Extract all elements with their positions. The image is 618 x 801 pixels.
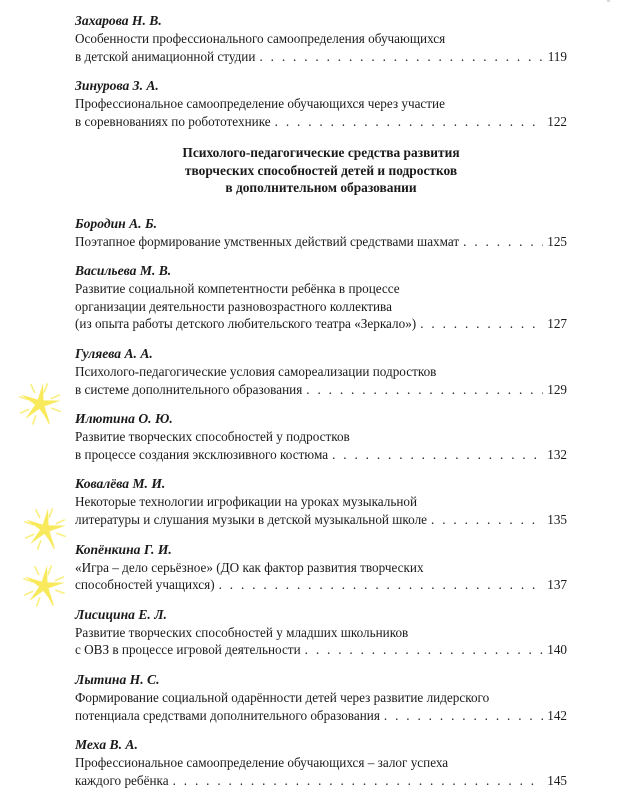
- toc-entry: [75, 606, 567, 659]
- entry-author: Копёнкина Г. И.: [75, 541, 172, 557]
- entry-last-line: [75, 315, 567, 333]
- entry-title-line: Профессиональное самоопределение обучающихся через участие: [75, 96, 445, 112]
- entry-author: Илютина О. Ю.: [75, 411, 173, 427]
- highlight-star-icon: [21, 563, 67, 609]
- entry-last-line: [75, 511, 567, 529]
- page-number: 132: [547, 446, 567, 462]
- toc-bottom-list: [75, 215, 567, 790]
- entry-title-line: (из опыта работы детского любительского театра «Зеркало»): [75, 316, 417, 332]
- page-number: 125: [547, 233, 567, 249]
- entry-title-line: Профессиональное самоопределение обучающихся – залог успеха: [75, 755, 449, 771]
- toc-entry: [75, 345, 567, 398]
- entry-author: Лытина Н. С.: [75, 671, 160, 687]
- dot-leader: [173, 772, 544, 790]
- page-number: 129: [547, 381, 567, 397]
- dot-leader: [219, 576, 544, 594]
- page-number: 142: [547, 707, 567, 723]
- entry-author: Лисицина Е. Л.: [75, 606, 167, 622]
- dot-leader: [305, 641, 544, 659]
- entry-title-line: Развитие творческих способностей у младших школьников: [75, 624, 409, 640]
- toc-entry: [75, 671, 567, 724]
- entry-title-line: «Игра – дело серьёзное» (ДО как фактор развития творческих: [75, 559, 424, 575]
- entry-title-line: Психолого-педагогические условия самореализации подростков: [75, 363, 437, 379]
- entry-author: Захарова Н. В.: [75, 13, 162, 28]
- entry-author: Ковалёва М. И.: [75, 476, 166, 492]
- entry-last-line: [75, 113, 567, 131]
- section-title-line: творческих способностей детей и подростков: [184, 162, 458, 178]
- toc-entry: [75, 541, 567, 594]
- entry-title-line: способностей учащихся): [75, 577, 215, 593]
- toc-entry: [75, 410, 567, 463]
- dot-leader: [463, 233, 543, 251]
- entry-last-line: [75, 48, 567, 66]
- entry-author: Васильева М. В.: [75, 263, 172, 279]
- entry-title-line: в процессе создания эксклюзивного костюма: [75, 446, 329, 462]
- entry-title-line: Некоторые технологии игрофикации на уроках музыкальной: [75, 494, 418, 510]
- scan-edge-mark: [607, 0, 610, 768]
- dot-leader: [332, 446, 543, 464]
- entry-title-line: в системе дополнительного образования: [75, 381, 303, 397]
- dot-leader: [306, 381, 543, 399]
- section-title-line: в дополнительном образовании: [225, 180, 417, 196]
- dot-leader: [420, 315, 543, 333]
- highlight-star-icon: [22, 506, 68, 552]
- page-number: 137: [547, 577, 567, 593]
- entry-author: Гуляева А. А.: [75, 345, 153, 361]
- toc-entry: [75, 215, 567, 251]
- entry-title-line: Развитие творческих способностей у подростков: [75, 429, 350, 445]
- entry-last-line: [75, 381, 567, 399]
- entry-author: Зинурова З. А.: [75, 78, 159, 94]
- entry-last-line: [75, 576, 567, 594]
- toc-entry: [75, 262, 567, 333]
- toc-entry: [75, 475, 567, 528]
- entry-last-line: [75, 707, 567, 725]
- highlight-star-icon: [17, 381, 63, 427]
- entry-title-line: каждого ребёнка: [75, 772, 169, 788]
- entry-title-line: Особенности профессионального самоопределения обучающихся: [75, 31, 446, 46]
- entry-title-line: Развитие социальной компетентности ребёнка в процессе: [75, 281, 400, 297]
- entry-last-line: [75, 641, 567, 659]
- page-number: 127: [547, 316, 567, 332]
- entry-title-line: литературы и слушания музыки в детской музыкальной школе: [75, 511, 428, 527]
- entry-author: Бородин А. Б.: [75, 215, 157, 231]
- entry-last-line: [75, 233, 567, 251]
- dot-leader: [259, 48, 543, 66]
- entry-author: Меха В. А.: [75, 737, 138, 753]
- section-title-line: Психолого-педагогические средства развития: [182, 145, 460, 161]
- entry-title-line: организации деятельности разновозрастного коллектива: [75, 298, 392, 314]
- dot-leader: [275, 113, 544, 131]
- toc-entry: [75, 77, 567, 130]
- dot-leader: [431, 511, 543, 529]
- entry-title-line: в соревнованиях по робототехнике: [75, 113, 271, 129]
- entry-title-line: в детской анимационной студии: [75, 48, 256, 64]
- entry-title-line: Формирование социальной одарённости детей через развитие лидерского: [75, 689, 490, 705]
- section-title: [75, 144, 567, 196]
- entry-title-line: Поэтапное формирование умственных действий средствами шахмат: [75, 233, 460, 249]
- page-number: 145: [547, 772, 567, 788]
- page-number: 135: [547, 511, 567, 527]
- entry-last-line: [75, 446, 567, 464]
- entry-title-line: с ОВЗ в процессе игровой деятельности: [75, 642, 301, 658]
- entry-last-line: [75, 772, 567, 790]
- entry-title-line: потенциала средствами дополнительного образования: [75, 707, 380, 723]
- toc-entry: [75, 736, 567, 789]
- table-of-contents: [75, 12, 567, 801]
- toc-entry: [75, 12, 567, 65]
- page-number: 122: [547, 113, 567, 129]
- toc-top-list: [75, 12, 567, 130]
- dot-leader: [384, 707, 543, 725]
- page-number: 140: [547, 642, 567, 658]
- page-number: 119: [547, 48, 567, 64]
